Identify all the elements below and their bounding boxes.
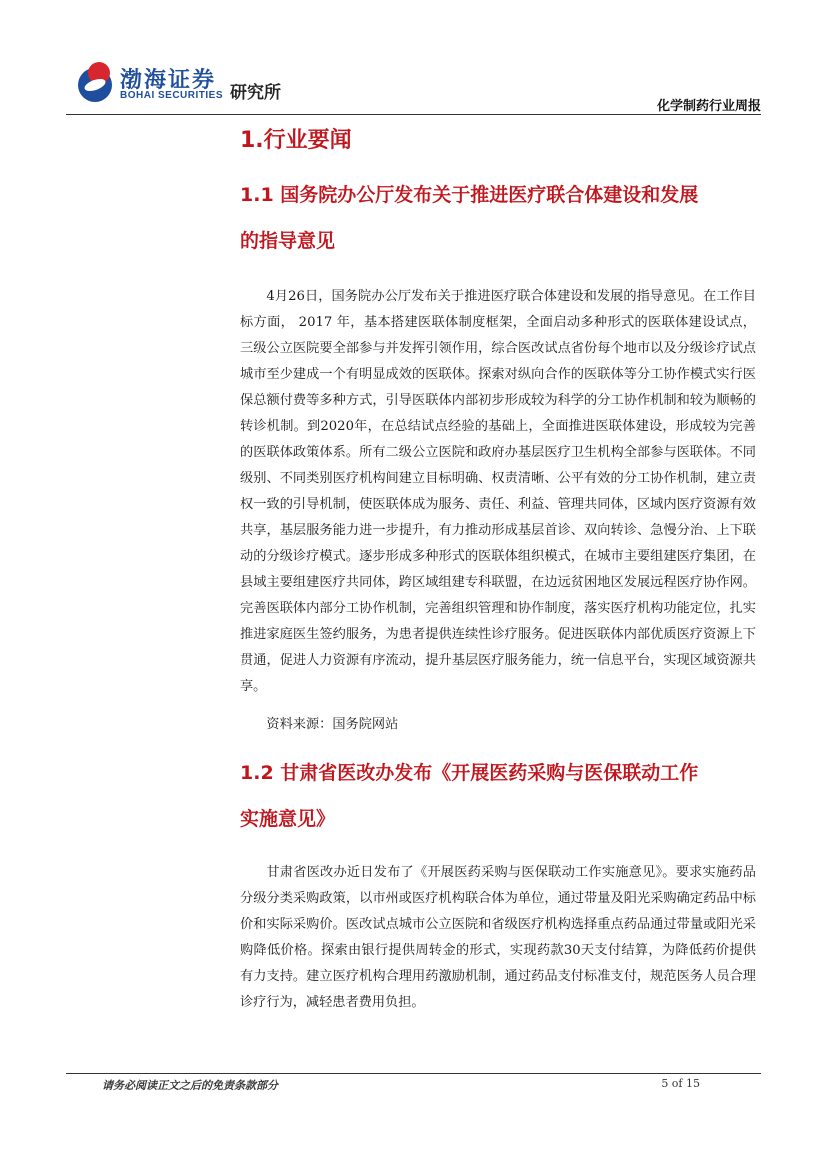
subsection-title-line: 的指导意见 bbox=[240, 230, 336, 252]
subsection-title-line: 1.1 国务院办公厅发布关于推进医疗联合体建设和发展 bbox=[240, 184, 699, 206]
source-note: 资料来源：国务院网站 bbox=[266, 717, 399, 732]
brand-name-en: BOHAI SECURITIES bbox=[120, 90, 224, 101]
disclaimer-note: 请务必阅读正文之后的免责条款部分 bbox=[102, 1079, 278, 1092]
section-title: 1.行业要闻 bbox=[240, 128, 352, 153]
subsection-title-line: 实施意见》 bbox=[240, 808, 336, 830]
paragraph: 甘肃省医改办近日发布了《开展医药采购与医保联动工作实施意见》。要求实施药品分级分类采购政策，以市州或医疗机构联合体为单位，通过带量及阳光采购确定药品中标价和实际采购价。医改试点城市公立医院和省级医疗机构选择重点药品通过带量或阳光采购降低价格。探索由银行提供周转金的形式，实现药款30天支付结算，为降低药价提供有力支持。建立医疗机构合理用药激励机制，通过药品支付标准支付，规范医务人员合理诊疗行为，减轻患者费用负担。 bbox=[240, 865, 756, 1010]
main-content bbox=[240, 122, 756, 1016]
subsection-title-1-1 bbox=[240, 172, 756, 264]
brand-name-cn: 渤海证券 bbox=[120, 68, 217, 93]
subsection-title-1-2 bbox=[240, 750, 756, 842]
subsection-title-line: 1.2 甘肃省医改办发布《开展医药采购与医保联动工作 bbox=[240, 762, 699, 784]
header-divider bbox=[66, 114, 761, 115]
page-number: 5 of 15 bbox=[661, 1077, 700, 1090]
report-type: 化学制药行业周报 bbox=[656, 99, 761, 114]
institute-name: 研究所 bbox=[230, 83, 281, 103]
paragraph: 4月26日，国务院办公厅发布关于推进医疗联合体建设和发展的指导意见。在工作目标方面， 2017 年，基本搭建医联体制度框架，全面启动多种形式的医联体建设试点，三级公立医院要全部参与并发挥引领作用，综合医改试点省份每个地市以及分级诊疗试点城市至少建成一个有明显成效的医联体。探索对纵向合作的医联体等分工协作模式实行医保总额付费等多种方式，引导医联体内部初步形成较为科学的分工协作机制和较为顺畅的转诊机制。到2020年，在总结试点经验的基础上，全面推进医联体建设，形成较为完善的医联体政策体系。所有二级公立医院和政府办基层医疗卫生机构全部参与医联体。不同级别、不同类别医疗机构间建立目标明确、权责清晰、公平有效的分工协作机制，建立责权一致的引导机制，使医联体成为服务、责任、利益、管理共同体，区域内医疗资源有效共享，基层服务能力进一步提升，有力推动形成基层首诊、双向转诊、急慢分治、上下联动的分级诊疗模式。逐步形成多种形式的医联体组织模式，在城市主要组建医疗集团，在县域主要组建医疗共同体，跨区域组建专科联盟，在边远贫困地区发展远程医疗协作网。完善医联体内部分工协作机制，完善组织管理和协作制度，落实医疗机构功能定位，扎实推进家庭医生签约服务，为患者提供连续性诊疗服务。促进医联体内部优质医疗资源上下贯通，促进人力资源有序流动，提升基层医疗服务能力，统一信息平台，实现区域资源共享。 bbox=[240, 289, 756, 694]
bohai-logo-icon bbox=[78, 62, 118, 106]
footer-divider bbox=[66, 1073, 761, 1074]
